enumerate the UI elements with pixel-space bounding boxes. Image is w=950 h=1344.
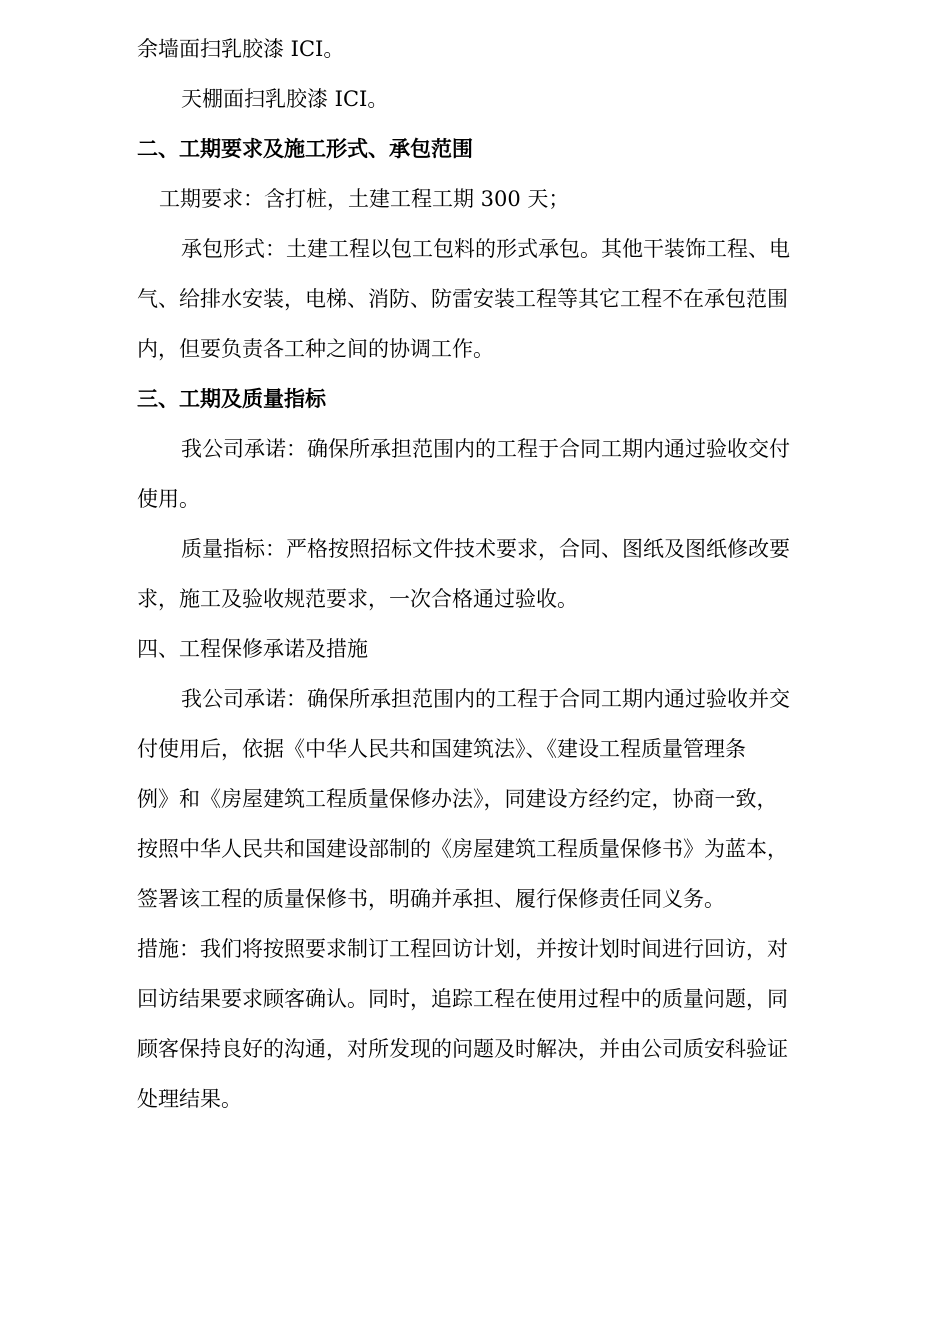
contract-form-line: 内，但要负责各工种之间的协调工作。: [137, 337, 494, 361]
wall-paint-line: 余墙面扫乳胶漆 ICI。: [137, 37, 345, 61]
contract-form-line: 承包形式：土建工程以包工包料的形式承包。其他干装饰工程、电: [181, 237, 790, 261]
warranty-promise-line: 我公司承诺：确保所承担范围内的工程于合同工期内通过验收并交: [181, 687, 790, 711]
measures-line: 顾客保持良好的沟通，对所发现的问题及时解决，并由公司质安科验证: [137, 1037, 788, 1061]
promise-line: 使用。: [137, 487, 200, 511]
quality-line: 求，施工及验收规范要求，一次合格通过验收。: [137, 587, 578, 611]
warranty-promise-line: 付使用后，依据《中华人民共和国建筑法》、《建设工程质量管理条: [137, 737, 746, 761]
promise-line: 我公司承诺：确保所承担范围内的工程于合同工期内通过验收交付: [181, 437, 790, 461]
warranty-promise-line: 签署该工程的质量保修书，明确并承担、履行保修责任同义务。: [137, 887, 725, 911]
section-heading-3: 三、工期及质量指标: [137, 386, 326, 411]
contract-form-line: 气、给排水安装，电梯、消防、防雷安装工程等其它工程不在承包范围: [137, 287, 788, 311]
warranty-promise-line: 按照中华人民共和国建设部制的《房屋建筑工程质量保修书》为蓝本，: [137, 837, 788, 861]
schedule-requirement-line: 工期要求：含打桩，土建工程工期 300 天；: [159, 187, 570, 211]
measures-line: 措施：我们将按照要求制订工程回访计划，并按计划时间进行回访，对: [137, 937, 788, 961]
quality-line: 质量指标：严格按照招标文件技术要求，合同、图纸及图纸修改要: [181, 537, 790, 561]
ceiling-paint-line: 天棚面扫乳胶漆 ICI。: [181, 87, 389, 111]
section-heading-2: 二、工期要求及施工形式、承包范围: [137, 136, 473, 161]
document-body: [137, 24, 837, 1124]
measures-line: 回访结果要求顾客确认。同时，追踪工程在使用过程中的质量问题，同: [137, 987, 788, 1011]
warranty-promise-line: 例》和《房屋建筑工程质量保修办法》，同建设方经约定，协商一致，: [137, 787, 778, 811]
measures-line: 处理结果。: [137, 1087, 242, 1111]
section-heading-4: 四、工程保修承诺及措施: [137, 637, 368, 661]
